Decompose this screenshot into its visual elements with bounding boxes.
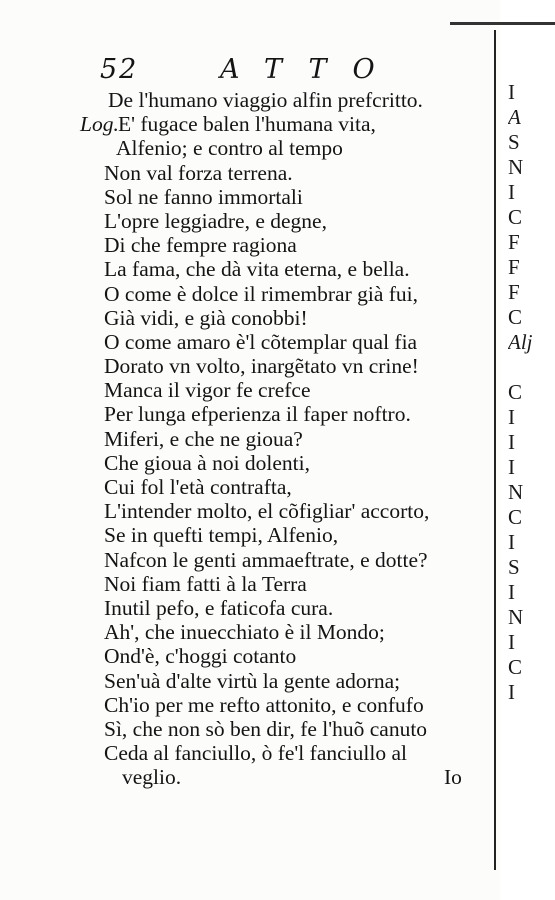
verse-text: La fama, che dà vita eterna, e bella.: [104, 257, 410, 282]
verse-line: [70, 402, 495, 426]
facing-line: I: [508, 180, 515, 204]
verse-line: [70, 451, 495, 475]
facing-line: F: [508, 280, 520, 304]
facing-line: [508, 355, 555, 380]
verse-line: [70, 378, 495, 402]
verse-line: [70, 693, 495, 717]
facing-line: I: [508, 430, 515, 454]
verse-line: [70, 136, 495, 160]
verse-line: [70, 209, 495, 233]
verse-text: Sol ne fanno immortali: [104, 184, 303, 209]
verse-text: L'intender molto, el cõfigliar' accorto,: [104, 499, 430, 524]
verse-text: veglio.: [122, 765, 182, 790]
verse-line: [70, 354, 495, 378]
verse-text: Già vidi, e già conobbi!: [104, 305, 308, 330]
facing-line: N: [508, 605, 524, 629]
facing-line: A: [508, 105, 521, 129]
verse-line: [70, 233, 495, 257]
verse-line: [70, 523, 495, 547]
facing-line: Alj: [508, 330, 533, 354]
facing-line: I: [508, 455, 515, 479]
verse-text: Che gioua à noi dolenti,: [104, 450, 311, 475]
verse-text: Per lunga efperienza il faper noftro.: [104, 402, 411, 427]
verse-line: [70, 427, 495, 451]
facing-line: N: [508, 155, 524, 179]
verse-text: De l'humano viaggio alfin prefcritto.: [108, 88, 423, 112]
verse-text: Dorato vn volto, inargẽtato vn crine!: [104, 354, 419, 379]
verse-text: Alfenio; e contro al tempo: [116, 136, 343, 161]
verse-text: Ch'io per me refto attonito, e confufo: [104, 692, 424, 717]
verse-text: O come è dolce il rimembrar già fui,: [104, 281, 419, 306]
verse-text: Ond'è, c'hoggi cotanto: [104, 644, 297, 669]
facing-line: I: [508, 580, 515, 604]
verse-text: Sì, che non sò ben dir, fe l'huõ canuto: [104, 716, 428, 741]
verse-text: Nafcon le genti ammaeftrate, e dotte?: [104, 547, 428, 572]
verse-line: [70, 499, 495, 523]
page-header: [100, 54, 490, 90]
verse-line: [70, 185, 495, 209]
verse-line: [70, 88, 495, 112]
verse-text: Cui fol l'età contrafta,: [104, 475, 292, 499]
verse-text: Ceda al fanciullo, ò fe'l fanciullo al: [104, 741, 407, 766]
verse-text: Miferi, e che ne gioua?: [104, 426, 303, 451]
verse-line: [70, 765, 495, 789]
catchword: Io: [444, 765, 462, 790]
verse-text: L'opre leggiadre, e degne,: [104, 208, 327, 233]
facing-line: C: [508, 380, 523, 404]
verse-text: Non val forza terrena.: [104, 160, 293, 185]
facing-line: I: [508, 630, 515, 654]
verse-text: E' fugace balen l'humana vita,: [118, 112, 376, 137]
verse-line: [70, 112, 495, 136]
facing-line: I: [508, 80, 515, 104]
verse-line: [70, 548, 495, 572]
verse-line: [70, 572, 495, 596]
verse-line: [70, 475, 495, 499]
facing-line: F: [508, 255, 520, 279]
verse-line: [70, 644, 495, 668]
facing-line: S: [508, 555, 520, 579]
verse-line: [70, 257, 495, 281]
verse-line: [70, 596, 495, 620]
verse-text: Se in quefti tempi, Alfenio,: [104, 523, 339, 548]
verse-line: [70, 717, 495, 741]
facing-line: S: [508, 130, 520, 154]
verse-line: [70, 282, 495, 306]
speaker-label: Log.: [80, 112, 119, 137]
verse-text: Sen'uà d'alte virtù la gente adorna;: [104, 668, 401, 693]
facing-line: C: [508, 205, 523, 229]
verse-text: Di che fempre ragiona: [104, 233, 297, 258]
verse-text: O come amaro è'l cõtemplar qual fia: [104, 329, 418, 354]
facing-page-fragment: [508, 80, 555, 705]
binding-rule: [450, 22, 555, 25]
verse-text: Manca il vigor fe crefce: [104, 378, 311, 403]
verse-text: Ah', che inuecchiato è il Mondo;: [104, 620, 385, 645]
running-title: ATTO: [220, 54, 401, 85]
verse-block: [70, 88, 495, 789]
verse-line: [70, 330, 495, 354]
facing-line: F: [508, 230, 520, 254]
facing-line: C: [508, 305, 523, 329]
facing-line: C: [508, 655, 523, 679]
verse-line: [70, 620, 495, 644]
verse-line: [70, 669, 495, 693]
facing-line: C: [508, 505, 523, 529]
facing-line: I: [508, 530, 515, 554]
facing-line: N: [508, 480, 524, 504]
facing-line: I: [508, 680, 515, 704]
page-number: 52: [100, 54, 139, 85]
verse-text: Noi fiam fatti à la Terra: [104, 571, 307, 596]
verse-text: Inutil pefo, e faticofa cura.: [104, 595, 334, 620]
verse-line: [70, 741, 495, 765]
facing-line: I: [508, 405, 515, 429]
verse-line: [70, 161, 495, 185]
verse-line: [70, 306, 495, 330]
